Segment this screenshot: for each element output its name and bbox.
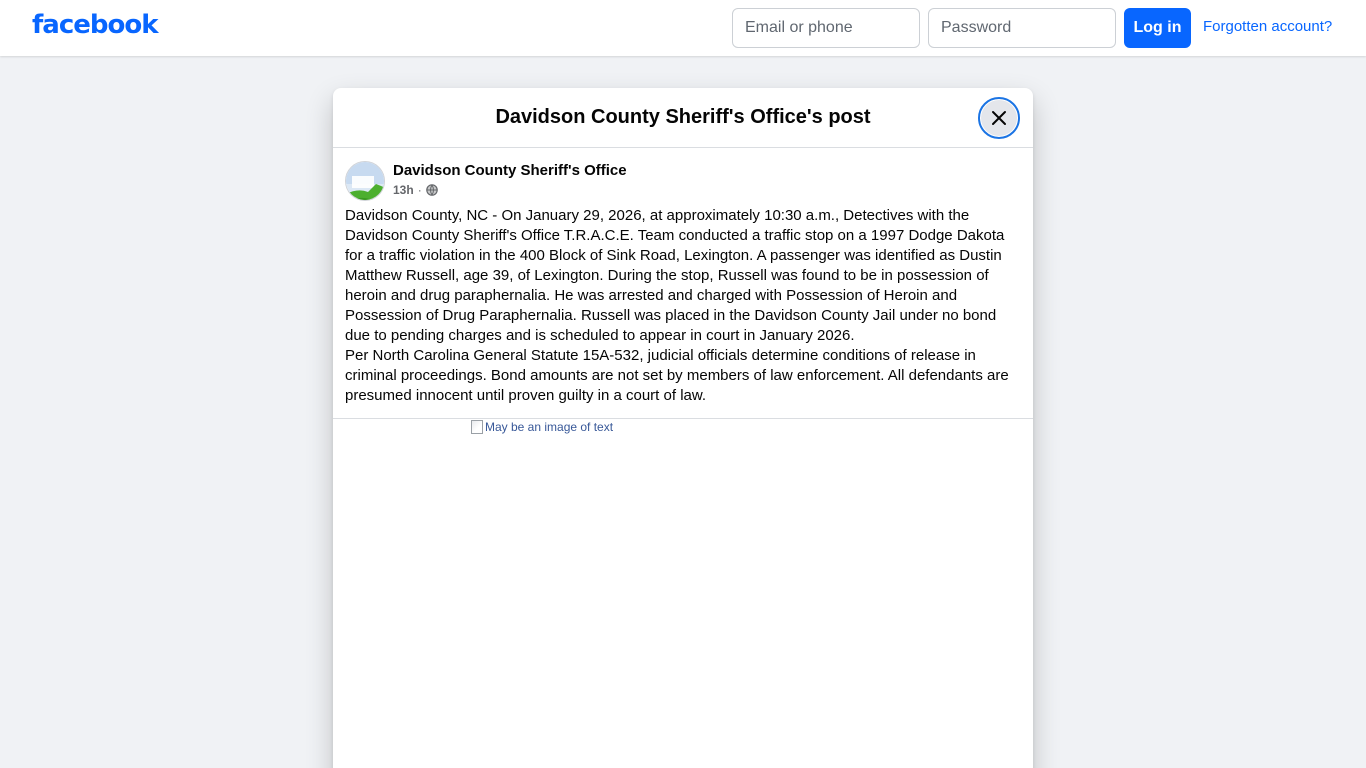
post-dialog bbox=[333, 88, 1033, 768]
broken-image-icon bbox=[471, 420, 483, 434]
password-field[interactable] bbox=[928, 8, 1116, 48]
author-name[interactable]: Davidson County Sheriff's Office bbox=[393, 162, 627, 179]
top-navigation-bar bbox=[0, 0, 1366, 56]
facebook-logo[interactable]: facebook bbox=[32, 10, 158, 40]
close-button[interactable] bbox=[978, 97, 1020, 139]
globe-icon[interactable] bbox=[426, 184, 438, 196]
forgotten-account-link[interactable]: Forgotten account? bbox=[1203, 18, 1333, 35]
image-alt-text: May be an image of text bbox=[485, 420, 614, 434]
post-text bbox=[345, 206, 1021, 406]
post-paragraph: Per North Carolina General Statute 15A-532, judicial officials determine conditions of release in criminal proceedings. Bond amounts are not set by members of law enforcement. All defendants are presumed innocent until proven guilty in a court of law. bbox=[345, 347, 1009, 404]
post-paragraph: Davidson County, NC - On January 29, 2026, at approximately 10:30 a.m., Detectives with the Davidson County Sheriff's Office T.R.A.C.E. Team conducted a traffic stop on a 1997 Dodge Dakota for a traffic violation in the 400 Block of Sink Road, Lexington. A passenger was identified as Dustin Matthew Russell, age 39, of Lexington. During the stop, Russell was found to be in possession of heroin and drug paraphernalia. He was arrested and charged with Possession of Heroin and Possession of Drug Paraphernalia. Russell was placed in the Davidson County Jail under no bond due to pending charges and is scheduled to appear in court in January 2026. bbox=[345, 207, 1005, 344]
dialog-title: Davidson County Sheriff's Office's post bbox=[495, 106, 871, 128]
close-icon bbox=[991, 110, 1007, 126]
meta-separator: · bbox=[417, 183, 422, 197]
email-field[interactable] bbox=[732, 8, 920, 48]
post-image[interactable] bbox=[471, 420, 613, 434]
post-meta bbox=[393, 183, 438, 197]
dialog-header bbox=[333, 88, 1033, 148]
content-divider bbox=[333, 418, 1033, 419]
post-timestamp[interactable]: 13h bbox=[393, 183, 414, 197]
avatar[interactable] bbox=[345, 161, 385, 201]
login-button[interactable]: Log in bbox=[1124, 8, 1191, 48]
